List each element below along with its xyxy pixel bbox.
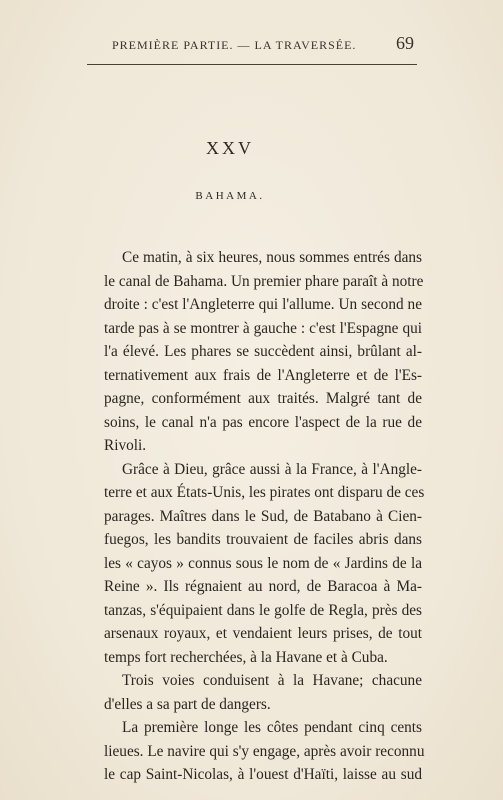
text-line: le cap Saint-Nicolas, à l'ouest d'Haïti, laisse au sud <box>104 766 422 783</box>
text-line: Rivoli. <box>104 437 147 454</box>
text-line: le canal de Bahama. Un premier phare paraît à notre <box>104 272 424 290</box>
text-line: l'a élevé. Les phares se succèdent ainsi, brûlant al- <box>104 343 422 360</box>
text-line: soins, le canal n'a pas encore l'aspect de la rue de <box>104 413 422 431</box>
paragraph-2 <box>86 458 425 670</box>
text-line: d'elles a sa part de dangers. <box>104 695 271 713</box>
chapter-number: XXV <box>206 138 254 158</box>
paragraph-4 <box>86 716 425 787</box>
text-line: ternativement aux frais de l'Angleterre et de l'Es- <box>104 366 422 384</box>
text-line: La première longe les côtes pendant cinq cents <box>122 719 422 736</box>
body-text <box>86 246 425 787</box>
text-line: Reine ». Ils régnaient au nord, de Baracoa à Ma- <box>104 578 422 595</box>
text-line: parages. Maîtres dans le Sud, de Batabano à Cien- <box>104 507 422 525</box>
text-line: pagne, conformément aux traités. Malgré tant de <box>104 390 422 407</box>
text-line: Trois voies conduisent à la Havane; chacune <box>122 672 422 689</box>
text-line: tarde pas à se montrer à gauche : c'est l'Espagne qui <box>104 319 422 337</box>
text-line: fuegos, les bandits trouvaient de faciles abris dans <box>104 531 422 548</box>
chapter-title: BAHAMA. <box>195 190 265 202</box>
header-rule <box>87 64 417 65</box>
text-line: arsenaux royaux, et vendaient leurs prises, de tout <box>104 625 422 642</box>
running-head: PREMIÈRE PARTIE. — LA TRAVERSÉE. <box>112 38 357 52</box>
page-number: 69 <box>396 33 414 53</box>
paragraph-3 <box>86 669 422 716</box>
text-line: droite : c'est l'Angleterre qui l'allume. Un second ne <box>104 296 422 313</box>
text-line: lieues. Le navire qui s'y engage, après avoir reconnu <box>104 742 425 760</box>
text-line: terre et aux États-Unis, les pirates ont disparu de ces <box>104 484 425 501</box>
text-line: les « cayos » connus sous le nom de « Jardins de la <box>104 554 422 572</box>
text-line: Grâce à Dieu, grâce aussi à la France, à l'Angle- <box>122 460 422 478</box>
paragraph-1 <box>86 246 422 458</box>
text-line: Ce matin, à six heures, nous sommes entrés dans <box>122 249 422 266</box>
text-line: temps fort recherchées, à la Havane et à Cuba. <box>104 648 388 666</box>
text-line: tanzas, s'équipaient dans le golfe de Regla, près des <box>104 601 422 619</box>
